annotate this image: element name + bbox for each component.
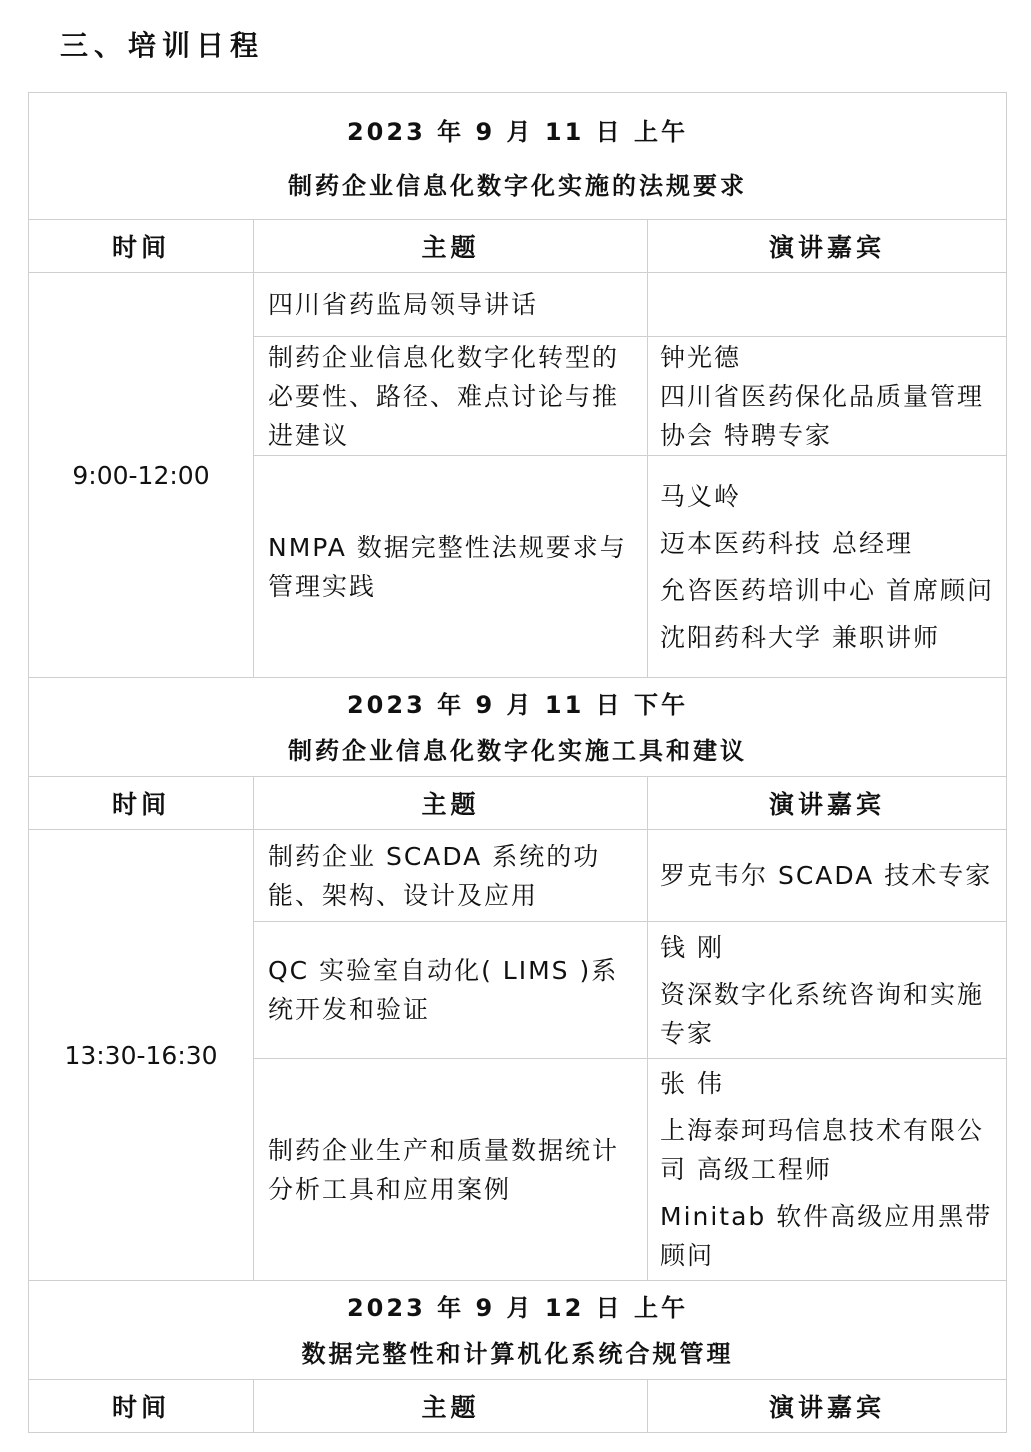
session-speaker <box>648 922 1007 1059</box>
session-speaker <box>648 337 1007 456</box>
column-header-time: 时间 <box>29 220 254 273</box>
session-speaker <box>648 273 1007 337</box>
column-header-speaker: 演讲嘉宾 <box>648 220 1007 273</box>
speaker-title: Minitab 软件高级应用黑带顾问 <box>660 1202 993 1270</box>
day-date: 2023 年 9 月 12 日 上午 <box>346 1294 689 1322</box>
session-time: 9:00-12:00 <box>29 273 254 678</box>
speaker-title: 资深数字化系统咨询和实施专家 <box>660 979 985 1048</box>
column-header-row <box>29 777 1007 830</box>
speaker-title: 上海泰珂玛信息技术有限公司 高级工程师 <box>660 1116 985 1184</box>
speaker-title: 迈本医药科技 总经理 <box>660 528 913 558</box>
session-speaker <box>648 1059 1007 1281</box>
day-header-row <box>29 1281 1007 1380</box>
speaker-name: 钱 刚 <box>660 932 724 962</box>
speaker-title: 允咨医药培训中心 首席顾问 <box>660 575 994 605</box>
speaker-name: 钟光德 <box>660 342 742 372</box>
session-topic: 制药企业信息化数字化转型的必要性、路径、难点讨论与推进建议 <box>254 337 648 456</box>
column-header-topic: 主题 <box>254 777 648 830</box>
session-topic: NMPA 数据完整性法规要求与管理实践 <box>254 456 648 678</box>
day-date: 2023 年 9 月 11 日 下午 <box>346 691 689 719</box>
table-row <box>29 830 1007 922</box>
speaker-title: 沈阳药科大学 兼职讲师 <box>660 622 940 652</box>
column-header-topic: 主题 <box>254 220 648 273</box>
day-title: 制药企业信息化数字化实施工具和建议 <box>288 737 747 765</box>
day-date: 2023 年 9 月 11 日 上午 <box>346 118 689 146</box>
speaker-title: 四川省医药保化品质量管理协会 特聘专家 <box>660 381 985 450</box>
session-speaker <box>648 456 1007 678</box>
table-row <box>29 273 1007 337</box>
session-time: 13:30-16:30 <box>29 830 254 1281</box>
column-header-time: 时间 <box>29 777 254 830</box>
day-title: 制药企业信息化数字化实施的法规要求 <box>288 172 747 200</box>
column-header-row <box>29 220 1007 273</box>
column-header-time: 时间 <box>29 1380 254 1433</box>
session-speaker <box>648 830 1007 922</box>
schedule-table <box>28 92 1007 1433</box>
session-topic: 制药企业 SCADA 系统的功能、架构、设计及应用 <box>254 830 648 922</box>
session-topic: 制药企业生产和质量数据统计分析工具和应用案例 <box>254 1059 648 1281</box>
day-header-row <box>29 678 1007 777</box>
day-header-row <box>29 93 1007 220</box>
column-header-speaker: 演讲嘉宾 <box>648 777 1007 830</box>
column-header-row <box>29 1380 1007 1433</box>
column-header-topic: 主题 <box>254 1380 648 1433</box>
session-topic: 四川省药监局领导讲话 <box>254 273 648 337</box>
column-header-speaker: 演讲嘉宾 <box>648 1380 1007 1433</box>
session-topic: QC 实验室自动化( LIMS )系统开发和验证 <box>254 922 648 1059</box>
page-title: 三、培训日程 <box>60 29 265 62</box>
speaker-name: 张 伟 <box>660 1069 724 1098</box>
day-title: 数据完整性和计算机化系统合规管理 <box>301 1340 734 1368</box>
speaker-name: 罗克韦尔 SCADA 技术专家 <box>660 861 993 890</box>
speaker-name: 马义岭 <box>660 481 742 511</box>
